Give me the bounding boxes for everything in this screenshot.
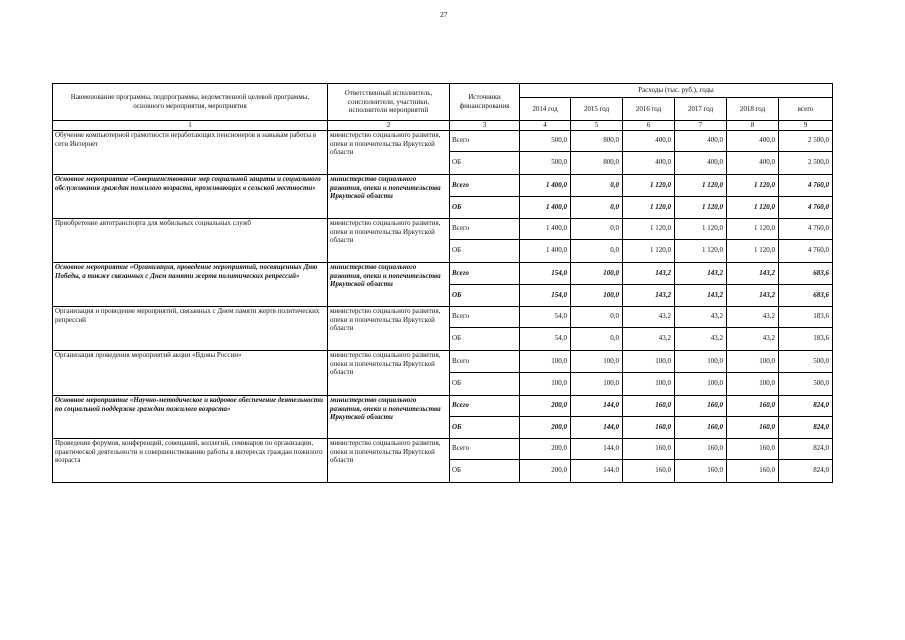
responsible-executor: министерство социального развития, опеки и попечительства Иркутской области: [328, 438, 450, 482]
expense-value: 144,0: [571, 459, 623, 482]
expense-value: 500,0: [520, 151, 571, 174]
expense-value: 0,0: [571, 306, 623, 327]
expense-value: 100,0: [571, 262, 623, 284]
column-number: 9: [779, 121, 833, 131]
expense-value: 100,0: [520, 372, 571, 395]
expense-value: 400,0: [727, 151, 779, 174]
expense-value: 0,0: [571, 239, 623, 262]
expense-value: 160,0: [675, 395, 727, 416]
header-year: 2018 год: [727, 98, 779, 121]
expense-value: 1 120,0: [727, 196, 779, 218]
expense-value: 54,0: [520, 327, 571, 350]
expense-value: 154,0: [520, 262, 571, 284]
expense-value: 1 120,0: [623, 196, 675, 218]
funding-source: ОБ: [450, 459, 520, 482]
expense-value: 160,0: [727, 416, 779, 438]
expense-value: 1 120,0: [727, 239, 779, 262]
funding-source: Всего: [450, 262, 520, 284]
expense-value: 100,0: [623, 350, 675, 372]
expense-value: 144,0: [571, 438, 623, 459]
column-number: 1: [53, 121, 328, 131]
budget-table: [52, 83, 833, 483]
expense-value: 160,0: [623, 459, 675, 482]
expense-value: 160,0: [675, 459, 727, 482]
expense-value: 154,0: [520, 284, 571, 306]
funding-source: ОБ: [450, 239, 520, 262]
expense-value: 400,0: [675, 151, 727, 174]
table-row: [53, 350, 833, 372]
expense-value: 43,2: [623, 306, 675, 327]
expense-total: 4 760,0: [779, 218, 833, 239]
expense-value: 1 120,0: [675, 218, 727, 239]
expense-value: 800,0: [571, 151, 623, 174]
measure-name: Приобретение автотранспорта для мобильных социальных служб: [53, 218, 328, 262]
responsible-executor: министерство социального развития, опеки и попечительства Иркутской области: [328, 130, 450, 174]
expense-value: 160,0: [623, 395, 675, 416]
responsible-executor: министерство социального развития, опеки и попечительства Иркутской области: [328, 350, 450, 395]
measure-name: Обучение компьютерной грамотности неработающих пенсионеров и навыкам работы в сети Интернет: [53, 130, 328, 174]
column-number: 6: [623, 121, 675, 131]
table-row: [53, 130, 833, 151]
expense-total: 500,0: [779, 350, 833, 372]
expense-value: 144,0: [571, 416, 623, 438]
responsible-executor: министерство социального развития, опеки и попечительства Иркутской области: [328, 218, 450, 262]
table-row: [53, 174, 833, 196]
page-number: 27: [440, 10, 448, 19]
expense-total: 824,0: [779, 395, 833, 416]
column-number: 7: [675, 121, 727, 131]
expense-value: 1 120,0: [623, 239, 675, 262]
expense-total: 824,0: [779, 416, 833, 438]
expense-value: 143,2: [623, 262, 675, 284]
expense-value: 1 120,0: [727, 218, 779, 239]
column-number: 5: [571, 121, 623, 131]
expense-value: 400,0: [727, 130, 779, 151]
measure-name: Проведение форумов, конференций, совещаний, коллегий, семинаров по организации, практической деятельности и совершенствованию работы в интересах граждан пожилого возраста: [53, 438, 328, 482]
expense-value: 800,0: [571, 130, 623, 151]
expense-total: 4 760,0: [779, 239, 833, 262]
expense-value: 100,0: [520, 350, 571, 372]
expense-value: 1 120,0: [675, 196, 727, 218]
expense-value: 400,0: [623, 130, 675, 151]
expense-value: 160,0: [727, 395, 779, 416]
expense-value: 43,2: [675, 306, 727, 327]
column-number: 4: [520, 121, 571, 131]
expense-value: 160,0: [675, 416, 727, 438]
expense-value: 100,0: [623, 372, 675, 395]
expense-total: 2 500,0: [779, 151, 833, 174]
funding-source: Всего: [450, 350, 520, 372]
funding-source: ОБ: [450, 284, 520, 306]
expense-value: 1 120,0: [675, 239, 727, 262]
header-total: всего: [779, 98, 833, 121]
expense-value: 200,0: [520, 459, 571, 482]
expense-total: 683,6: [779, 284, 833, 306]
expense-value: 200,0: [520, 395, 571, 416]
expense-value: 1 400,0: [520, 174, 571, 196]
table-row: [53, 395, 833, 416]
expense-value: 43,2: [727, 306, 779, 327]
expense-value: 160,0: [727, 438, 779, 459]
header-source-col: Источники финансирования: [450, 84, 520, 121]
column-number: 8: [727, 121, 779, 131]
funding-source: Всего: [450, 306, 520, 327]
expense-value: 200,0: [520, 416, 571, 438]
expense-value: 100,0: [571, 372, 623, 395]
measure-name: Организация проведения мероприятий акции «Вдовы России»: [53, 350, 328, 395]
expense-value: 54,0: [520, 306, 571, 327]
expense-value: 0,0: [571, 218, 623, 239]
expense-value: 1 120,0: [623, 174, 675, 196]
funding-source: Всего: [450, 438, 520, 459]
expense-value: 1 400,0: [520, 218, 571, 239]
expense-total: 500,0: [779, 372, 833, 395]
funding-source: Всего: [450, 395, 520, 416]
expense-value: 160,0: [727, 459, 779, 482]
expense-value: 100,0: [727, 372, 779, 395]
expense-value: 1 120,0: [675, 174, 727, 196]
expense-value: 160,0: [623, 438, 675, 459]
expense-value: 1 120,0: [727, 174, 779, 196]
responsible-executor: министерство социального развития, опеки и попечительства Иркутской области: [328, 262, 450, 306]
expense-value: 43,2: [675, 327, 727, 350]
measure-name: Организация и проведение мероприятий, связанных с Днем памяти жертв политических репрессий: [53, 306, 328, 350]
funding-source: ОБ: [450, 327, 520, 350]
expense-value: 0,0: [571, 174, 623, 196]
measure-name: Основное мероприятие «Научно-методическое и кадровое обеспечение деятельности по социальной поддержке граждан пожилого возраста»: [53, 395, 328, 438]
expense-value: 143,2: [675, 262, 727, 284]
expense-total: 824,0: [779, 438, 833, 459]
header-year: 2016 год: [623, 98, 675, 121]
header-year: 2015 год: [571, 98, 623, 121]
table-row: [53, 262, 833, 284]
expense-value: 143,2: [727, 262, 779, 284]
expense-value: 160,0: [675, 438, 727, 459]
measure-name: Основное мероприятие «Организация, проведение мероприятий, посвященных Дню Победы, а также связанных с Днем памяти жертв политических репрессий»: [53, 262, 328, 306]
header-responsible-col: Ответственный исполнитель, соисполнители, участники, исполнители мероприятий: [328, 84, 450, 121]
table-row: [53, 218, 833, 239]
expense-value: 1 400,0: [520, 196, 571, 218]
expense-value: 143,2: [675, 284, 727, 306]
funding-source: ОБ: [450, 151, 520, 174]
column-number: 2: [328, 121, 450, 131]
expense-value: 1 400,0: [520, 239, 571, 262]
expense-value: 400,0: [623, 151, 675, 174]
funding-source: Всего: [450, 130, 520, 151]
table-row: [53, 438, 833, 459]
expense-value: 143,2: [623, 284, 675, 306]
header-year: 2017 год: [675, 98, 727, 121]
expense-value: 0,0: [571, 196, 623, 218]
expense-total: 183,6: [779, 327, 833, 350]
funding-source: ОБ: [450, 196, 520, 218]
header-name-col: Наименование программы, подпрограммы, ведомственной целевой программы, основного мероприятия, мероприятия: [53, 84, 328, 121]
measure-name: Основное мероприятие «Совершенствование мер социальной защиты и социального обслуживания граждан пожилого возраста, проживающих в сельской местности»: [53, 174, 328, 218]
expense-value: 160,0: [623, 416, 675, 438]
responsible-executor: министерство социального развития, опеки и попечительства Иркутской области: [328, 395, 450, 438]
header-expenses-col: Расходы (тыс. руб.), годы: [520, 84, 833, 98]
expense-value: 100,0: [571, 350, 623, 372]
expense-value: 43,2: [727, 327, 779, 350]
expense-total: 4 760,0: [779, 174, 833, 196]
expense-value: 100,0: [675, 372, 727, 395]
header-year: 2014 год: [520, 98, 571, 121]
funding-source: Всего: [450, 218, 520, 239]
expense-value: 100,0: [571, 284, 623, 306]
expense-value: 143,2: [727, 284, 779, 306]
expense-value: 1 120,0: [623, 218, 675, 239]
expense-total: 824,0: [779, 459, 833, 482]
expense-total: 683,6: [779, 262, 833, 284]
expense-total: 4 760,0: [779, 196, 833, 218]
column-number: 3: [450, 121, 520, 131]
expense-value: 0,0: [571, 327, 623, 350]
expense-value: 100,0: [727, 350, 779, 372]
expense-total: 183,6: [779, 306, 833, 327]
responsible-executor: министерство социального развития, опеки и попечительства Иркутской области: [328, 306, 450, 350]
funding-source: ОБ: [450, 416, 520, 438]
responsible-executor: министерство социального развития, опеки и попечительства Иркутской области: [328, 174, 450, 218]
funding-source: ОБ: [450, 372, 520, 395]
expense-value: 43,2: [623, 327, 675, 350]
expense-value: 144,0: [571, 395, 623, 416]
funding-source: Всего: [450, 174, 520, 196]
expense-total: 2 500,0: [779, 130, 833, 151]
table-row: [53, 306, 833, 327]
expense-value: 500,0: [520, 130, 571, 151]
expense-value: 400,0: [675, 130, 727, 151]
expense-value: 200,0: [520, 438, 571, 459]
expense-value: 100,0: [675, 350, 727, 372]
